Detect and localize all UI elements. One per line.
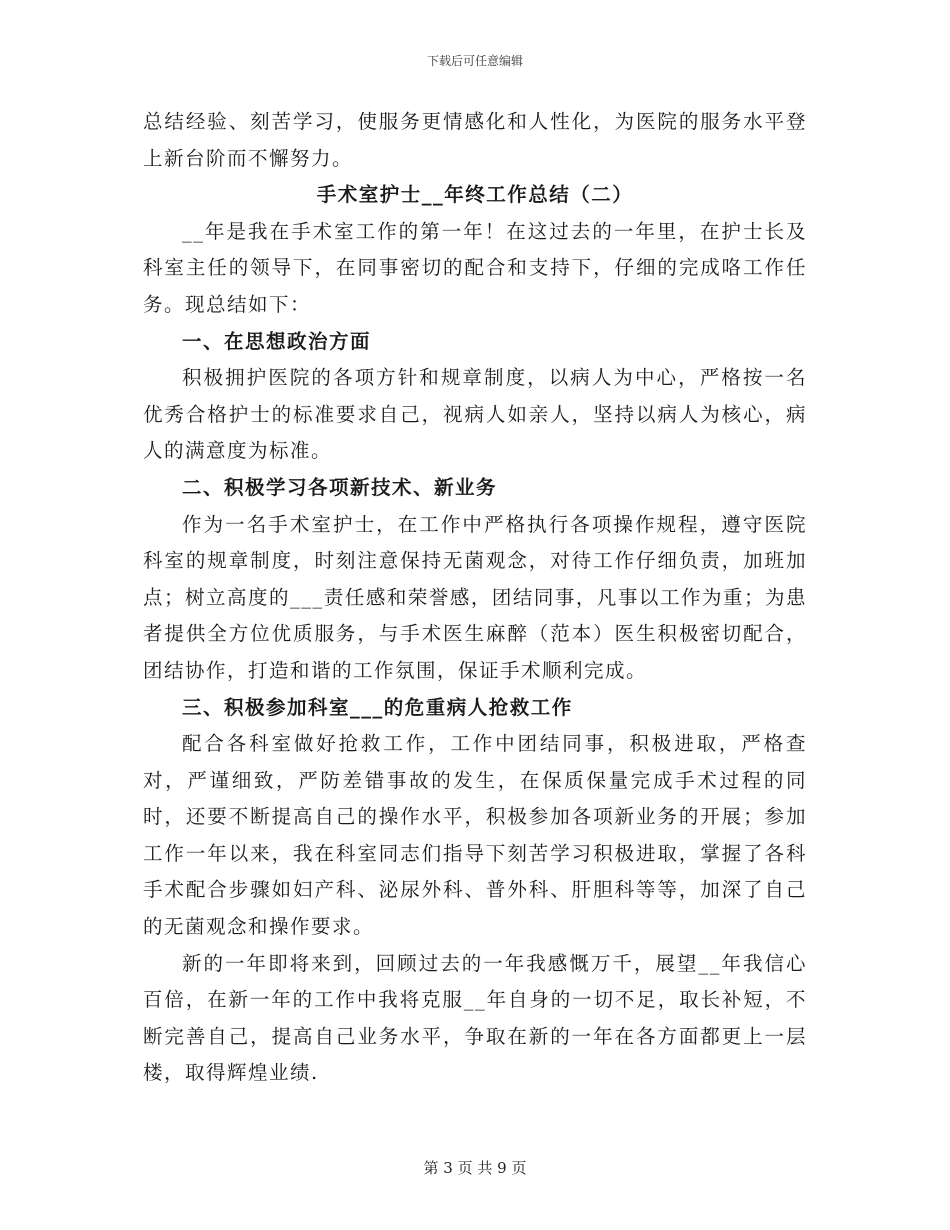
section-title: 手术室护士__年终工作总结（二） <box>316 183 634 207</box>
document-body <box>143 104 807 1092</box>
paragraph-political: 积极拥护医院的各项方针和规章制度，以病人为中心，严格按一名优秀合格护士的标准要求自己，视病人如亲人，坚持以病人为核心，病人的满意度为标准。 <box>143 366 807 463</box>
paragraph-new-tech: 作为一名手术室护士，在工作中严格执行各项操作规程，遵守医院科室的规章制度，时刻注意保持无菌观念，对待工作仔细负责，加班加点；树立高度的___责任感和荣誉感，团结同事，凡事以工作为重；为患者提供全方位优质服务，与手术医生麻醉（范本）医生积极密切配合，团结协作，打造和谐的工作氛围，保证手术顺利完成。 <box>143 512 807 682</box>
paragraph-opening: __年是我在手术室工作的第一年！在这过去的一年里，在护士长及科室主任的领导下，在同事密切的配合和支持下，仔细的完成咯工作任务。现总结如下： <box>143 219 807 316</box>
page-header-note: 下载后可任意编辑 <box>426 54 523 68</box>
page-number: 第 3 页 共 9 页 <box>423 1159 527 1177</box>
heading-political: 一、在思想政治方面 <box>182 329 372 353</box>
paragraph-rescue: 配合各科室做好抢救工作，工作中团结同事，积极进取，严格查对，严谨细致，严防差错事故的发生，在保质保量完成手术过程的同时，还要不断提高自己的操作水平，积极参加各项新业务的开展；参加工作一年以来，我在科室同志们指导下刻苦学习积极进取，掌握了各科手术配合步骤如妇产科、泌尿外科、普外科、肝胆科等等，加深了自己的无菌观念和操作要求。 <box>143 732 807 939</box>
heading-new-tech: 二、积极学习各项新技术、新业务 <box>182 475 498 499</box>
paragraph-outlook: 新的一年即将来到，回顾过去的一年我感慨万千，展望__年我信心百倍，在新一年的工作中我将克服__年自身的一切不足，取长补短，不断完善自己，提高自己业务水平，争取在新的一年在各方面都更上一层楼，取得辉煌业绩. <box>143 951 807 1085</box>
heading-rescue: 三、积极参加科室___的危重病人抢救工作 <box>182 695 573 719</box>
paragraph-intro: 总结经验、刻苦学习，使服务更情感化和人性化，为医院的服务水平登上新台阶而不懈努力。 <box>143 110 807 170</box>
